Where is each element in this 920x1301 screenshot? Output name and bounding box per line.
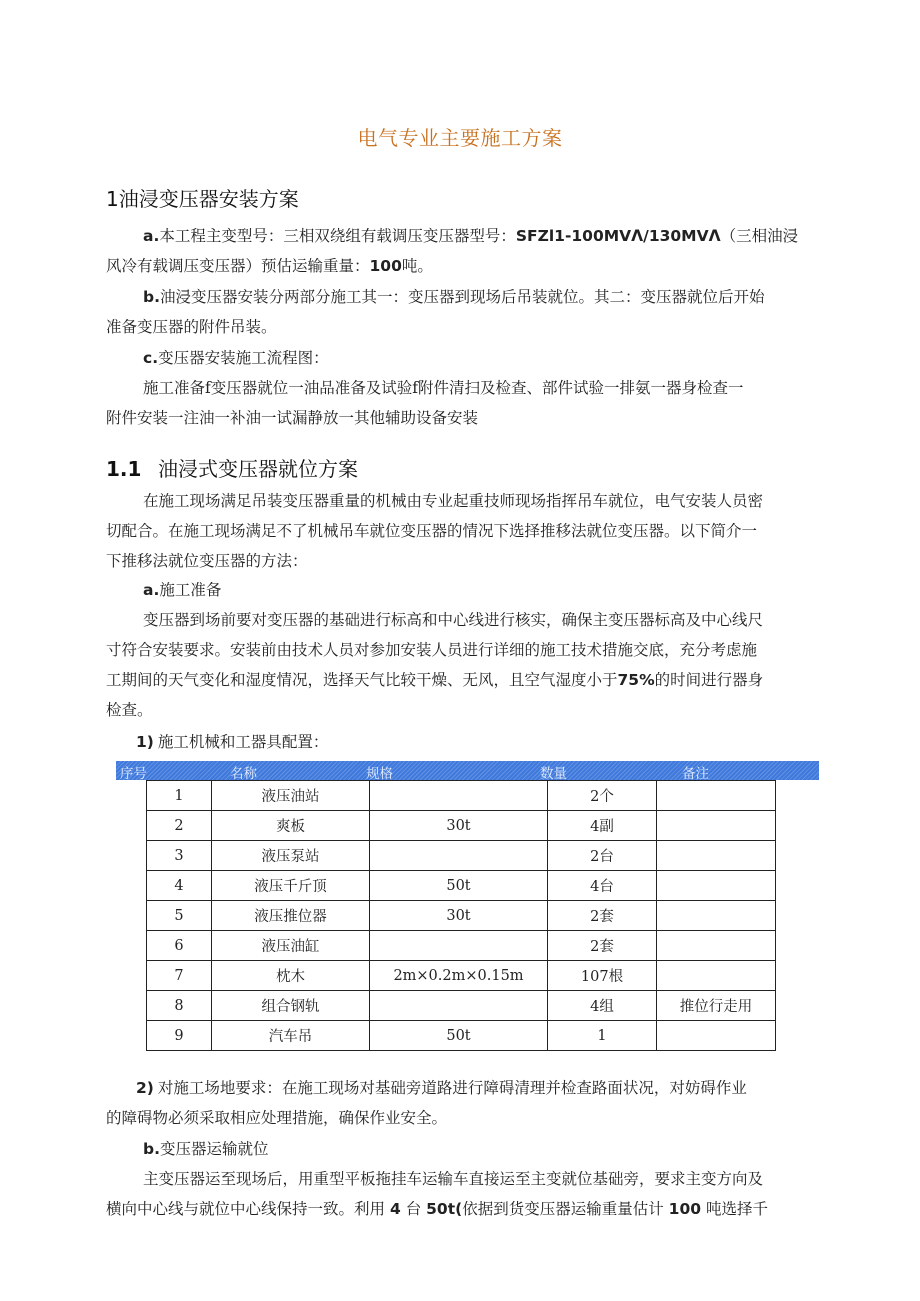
text: 施工机械和工器具配置：	[157, 733, 329, 751]
sub-a	[143, 580, 818, 600]
section-title: 油浸式变压器就位方案	[158, 457, 358, 481]
text: 的时间进行器身	[654, 671, 764, 689]
section-number: 1.1	[106, 457, 142, 481]
cell-name: 爽板	[212, 811, 370, 841]
cell-index: 1	[147, 781, 212, 811]
p2-line4: 检查。	[106, 701, 153, 719]
text: 工期间的天气变化和湿度情况，选择天气比较干燥、无风，且空气湿度小于	[106, 671, 618, 689]
transformer-model: SFZl1-100MVΛ/130MVΛ	[515, 227, 721, 245]
table-row	[147, 931, 776, 961]
cell-remark	[657, 961, 776, 991]
cell-qty: 107根	[548, 961, 657, 991]
cell-index: 3	[147, 841, 212, 871]
label-b: b.	[143, 1140, 160, 1158]
cell-index: 8	[147, 991, 212, 1021]
header-name: 名称	[230, 766, 257, 782]
item-1	[136, 732, 848, 752]
p1-line2: 切配合。在施工现场满足不了机械吊车就位变压器的情况下选择推移法就位变压器。以下简介一	[106, 522, 758, 540]
cell-index: 4	[147, 871, 212, 901]
table-row	[147, 841, 776, 871]
cell-name: 液压油站	[212, 781, 370, 811]
cell-remark	[657, 781, 776, 811]
text: 吨选择千	[705, 1200, 768, 1218]
document-title: 电气专业主要施工方案	[357, 126, 563, 150]
paragraph-b-line1	[143, 287, 818, 307]
text: 变压器运输就位	[159, 1140, 269, 1158]
cell-name: 枕木	[212, 961, 370, 991]
flow-line1: 施工准备f变压器就位一油品准备及试验f附件清扫及检查、部件试验一排氨一器身检查一	[143, 379, 744, 397]
header-index: 序号	[120, 766, 147, 782]
table-row	[147, 781, 776, 811]
table-row	[147, 811, 776, 841]
paragraph-c	[143, 348, 818, 368]
table-row	[147, 901, 776, 931]
item-number: 2)	[136, 1079, 154, 1097]
cell-remark	[657, 871, 776, 901]
sub-b	[143, 1139, 818, 1159]
cell-index: 6	[147, 931, 212, 961]
text: 吨。	[401, 257, 433, 275]
cell-qty: 2套	[548, 901, 657, 931]
p3-line2	[106, 1199, 818, 1219]
cell-qty: 4台	[548, 871, 657, 901]
cell-name: 液压泵站	[212, 841, 370, 871]
cell-name: 液压千斤顶	[212, 871, 370, 901]
cell-qty: 2套	[548, 931, 657, 961]
section-heading-1-1	[106, 453, 358, 482]
transport-weight: 100	[369, 257, 402, 275]
cell-spec	[370, 931, 548, 961]
table-header	[116, 761, 819, 780]
text: 施工准备	[159, 581, 222, 599]
header-remark: 备注	[682, 766, 709, 782]
cell-name: 液压油缸	[212, 931, 370, 961]
cell-spec	[370, 781, 548, 811]
table-row	[147, 871, 776, 901]
cell-spec: 2m×0.2m×0.15m	[370, 961, 548, 991]
cell-remark	[657, 841, 776, 871]
jack-tonnage: 50t(	[426, 1200, 463, 1218]
item-number: 1)	[136, 733, 154, 751]
jack-count: 4	[389, 1200, 401, 1218]
table-row	[147, 961, 776, 991]
cell-index: 9	[147, 1021, 212, 1051]
cell-remark	[657, 811, 776, 841]
text: （三相油浸	[720, 227, 799, 245]
cell-name: 组合钢轨	[212, 991, 370, 1021]
text: 对施工场地要求：在施工现场对基础旁道路进行障碍清理并检查路面状况，对妨碍作业	[157, 1079, 747, 1097]
p1-line1: 在施工现场满足吊装变压器重量的机械由专业起重技师现场指挥吊车就位，电气安装人员密	[143, 492, 764, 510]
section-heading-1: 1油浸变压器安装方案	[106, 187, 299, 211]
header-spec: 规格	[366, 766, 393, 782]
cell-qty: 2台	[548, 841, 657, 871]
cell-spec: 50t	[370, 1021, 548, 1051]
text: 风冷有载调压变压器）预估运输重量：	[106, 257, 370, 275]
equipment-table	[146, 780, 776, 1051]
item-2-line1	[136, 1078, 848, 1098]
cell-remark: 推位行走用	[657, 991, 776, 1021]
cell-index: 7	[147, 961, 212, 991]
cell-spec	[370, 841, 548, 871]
cell-name: 液压推位器	[212, 901, 370, 931]
text: 本工程主变型号：三相双绕组有载调压变压器型号：	[159, 227, 516, 245]
text: 横向中心线与就位中心线保持一致。利用	[106, 1200, 386, 1218]
paragraph-a-line1	[143, 226, 818, 246]
flow-line2: 附件安装一注油一补油一试漏静放一其他辅助设备安装	[106, 409, 479, 427]
table-row	[147, 991, 776, 1021]
label-a: a.	[143, 227, 160, 245]
label-b: b.	[143, 288, 160, 306]
item-2-line2: 的障碍物必须采取相应处理措施，确保作业安全。	[106, 1109, 448, 1127]
text: 油浸变压器安装分两部分施工其一：变压器到现场后吊装就位。其二：变压器就位后开始	[159, 288, 765, 306]
humidity-value: 75%	[617, 671, 655, 689]
cell-spec: 30t	[370, 811, 548, 841]
cell-remark	[657, 931, 776, 961]
paragraph-b-line2: 准备变压器的附件吊装。	[106, 318, 277, 336]
p2-line1: 变压器到场前要对变压器的基础进行标高和中心线进行核实，确保主变压器标高及中心线尺	[143, 611, 764, 629]
cell-spec: 50t	[370, 871, 548, 901]
cell-index: 5	[147, 901, 212, 931]
paragraph-a-line2	[106, 256, 818, 276]
cell-qty: 2个	[548, 781, 657, 811]
cell-spec: 30t	[370, 901, 548, 931]
header-qty: 数量	[540, 766, 567, 782]
estimated-weight: 100	[668, 1200, 702, 1218]
cell-qty: 4组	[548, 991, 657, 1021]
cell-qty: 4副	[548, 811, 657, 841]
p3-line1: 主变压器运至现场后，用重型平板拖挂车运输车直接运至主变就位基础旁，要求主变方向及	[143, 1170, 764, 1188]
p2-line2: 寸符合安装要求。安装前由技术人员对参加安装人员进行详细的施工技术措施交底，充分考虑施	[106, 641, 758, 659]
label-c: c.	[143, 349, 159, 367]
p2-line3	[106, 670, 818, 690]
cell-name: 汽车吊	[212, 1021, 370, 1051]
text: 变压器安装施工流程图：	[158, 349, 329, 367]
cell-remark	[657, 1021, 776, 1051]
label-a: a.	[143, 581, 160, 599]
cell-remark	[657, 901, 776, 931]
p1-line3: 下推移法就位变压器的方法：	[106, 552, 308, 570]
table-row	[147, 1021, 776, 1051]
text: 依据到货变压器运输重量估计	[462, 1200, 664, 1218]
cell-index: 2	[147, 811, 212, 841]
text: 台	[405, 1200, 422, 1218]
cell-spec	[370, 991, 548, 1021]
cell-qty: 1	[548, 1021, 657, 1051]
